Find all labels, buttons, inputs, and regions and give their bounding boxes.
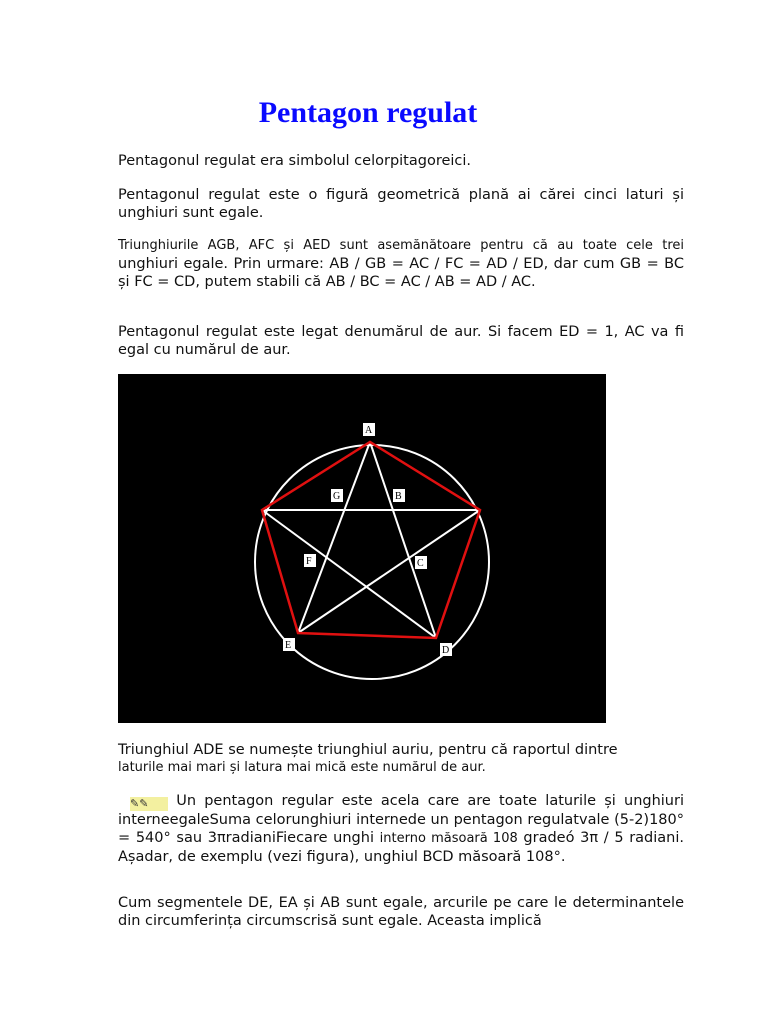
- paragraph-triangles-text: unghiuri egale. Prin urmare: AB / GB = AC / FC = AD / ED, dar cum GB = BC și FC = CD, putem stabili că AB / BC = AC / AB = AD / AC.: [118, 256, 684, 290]
- label-f: F: [306, 556, 312, 567]
- label-b: B: [395, 491, 402, 502]
- paragraph-golden-triangle-line1: Triunghiul ADE se numește triunghiul auriu, pentru că raportul dintre: [118, 742, 618, 758]
- paragraph-golden-triangle: [118, 741, 684, 777]
- label-a: A: [365, 425, 373, 436]
- label-g: G: [333, 491, 341, 502]
- page-title: Pentagon regulat: [258, 96, 478, 129]
- paragraph-golden-ratio: Pentagonul regulat este legat denumărul de aur. Si facem ED = 1, AC va fi egal cu numărul de aur.: [118, 324, 684, 358]
- paragraph-triangles-intro: Triunghiurile AGB, AFC și AED sunt asemănătoare pentru că au toate cele trei: [118, 238, 684, 253]
- label-e: E: [285, 640, 292, 651]
- pentagon-figure: [118, 374, 606, 723]
- paragraph-arcs: Cum segmentele DE, EA și AB sunt egale, arcurile pe care le determinantele din circumferința circumscrisă sunt egale. Aceasta implică: [118, 895, 684, 929]
- paragraph-interior-angles: [118, 792, 684, 866]
- pentagon-diagram: [118, 374, 606, 723]
- paragraph-interior-angles-small: interno măsoară 108: [379, 831, 518, 846]
- label-d: D: [442, 645, 450, 656]
- label-c: C: [417, 558, 424, 569]
- paragraph-interior-angles-end: gradeó 3π / 5 radiani. Așadar, de exemplu (vezi figura), unghiul BCD măsoară 108°.: [118, 830, 685, 865]
- paragraph-pythagoreans: Pentagonul regulat era simbolul celorpitagoreici.: [118, 153, 472, 169]
- paragraph-interior-angles-text: Un pentagon regular este acela care are toate laturile și unghiuri interneegaleSuma celorunghiuri internede un pentagon regulatvale (5-2)180° = 540° sau 3πradianiFiecare unghi: [118, 793, 684, 846]
- paragraph-triangles: [118, 236, 684, 291]
- paragraph-golden-triangle-line2: laturile mai mari și latura mai mică este numărul de aur.: [118, 760, 486, 775]
- paragraph-definition: Pentagonul regulat este o figură geometrică plană ai cărei cinci laturi și unghiuri sunt egale.: [118, 187, 684, 221]
- edit-icons[interactable]: ✎✎: [130, 797, 168, 811]
